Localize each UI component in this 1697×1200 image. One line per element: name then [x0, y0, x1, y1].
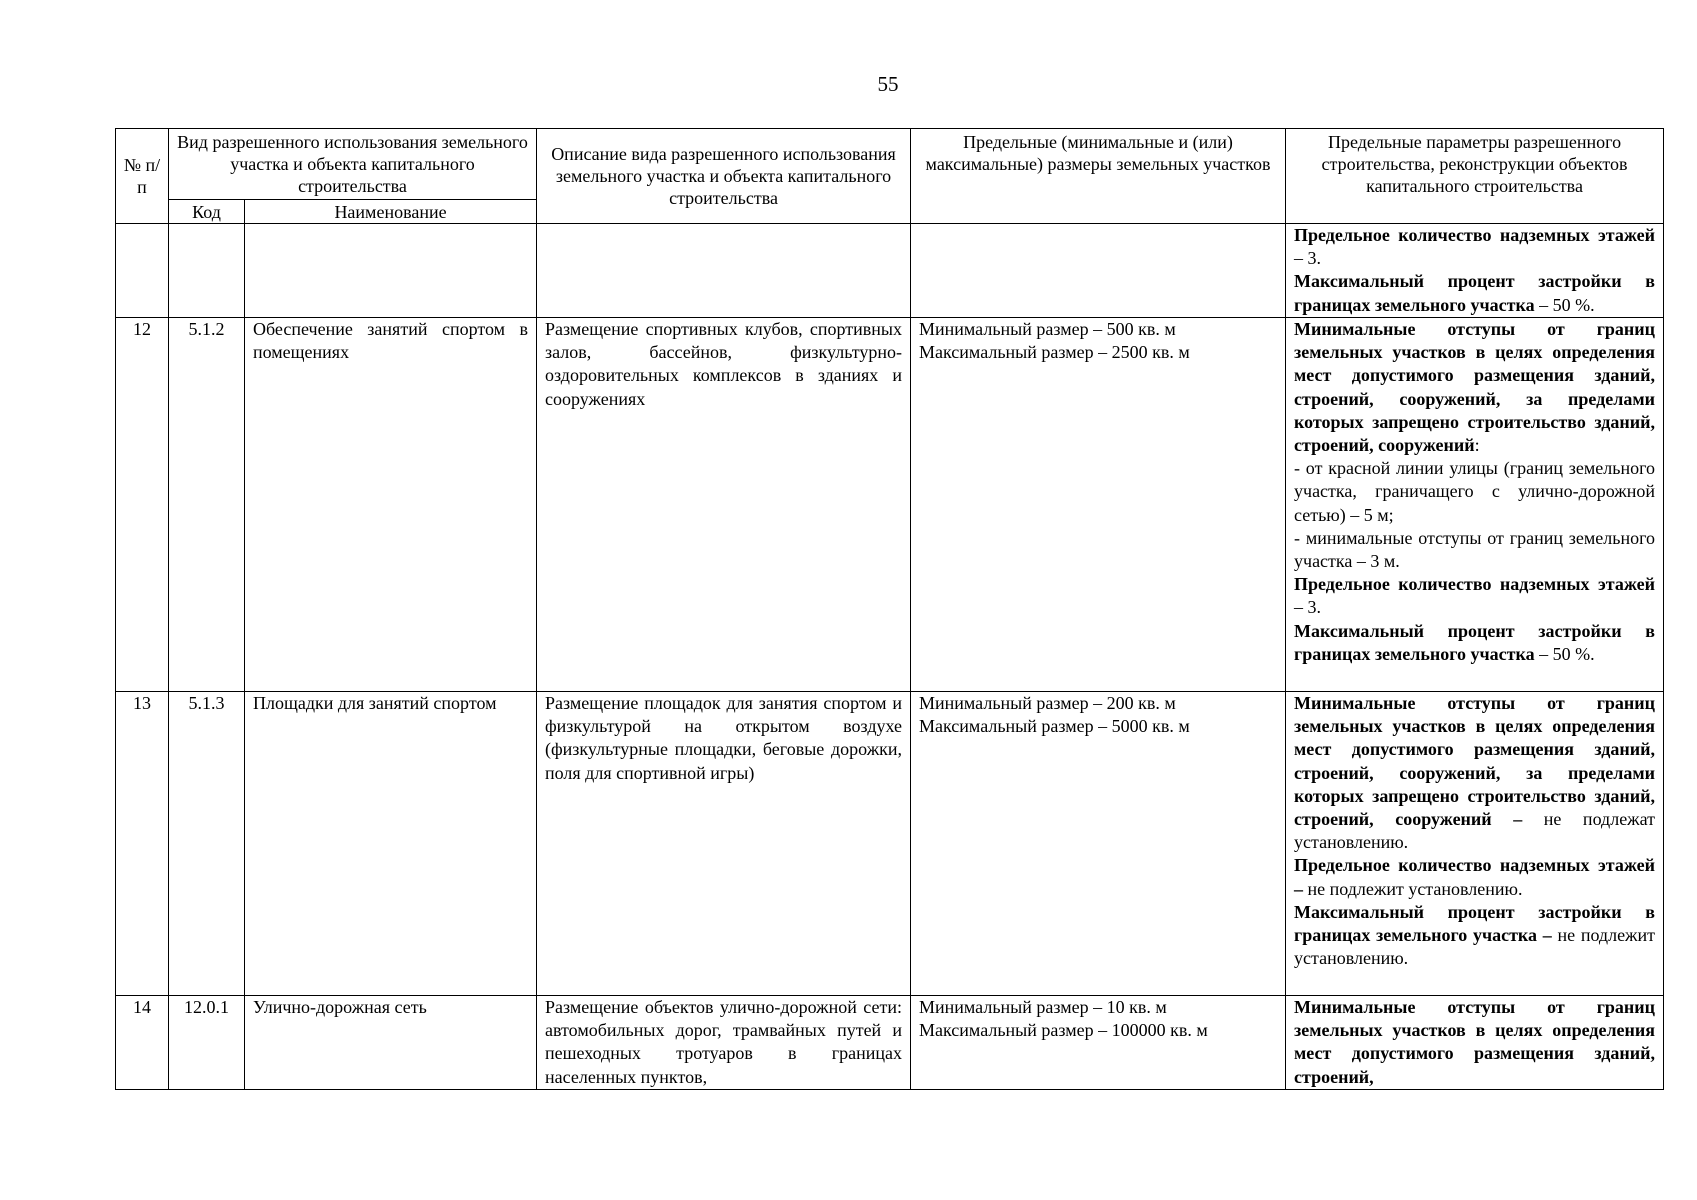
- row-params: [1286, 692, 1664, 996]
- table-body: [116, 224, 1664, 1090]
- row-num: [116, 224, 169, 318]
- param-bold: Минимальные отступы от границ земельных участков в целях определения мест допустимого размещения зданий, строений, сооружений, за пределами которых запрещено строительство зданий, строений, сооружений –: [1294, 693, 1656, 830]
- row-code: 12.0.1: [169, 996, 245, 1090]
- row-params: [1286, 224, 1664, 318]
- param-text: не подлежит установлению.: [1303, 878, 1523, 899]
- header-params: Предельные параметры разрешенного строительства, реконструкции объектов капитального строительства: [1286, 129, 1664, 224]
- param-text: не подлежат установлению.: [1294, 809, 1656, 853]
- param-bold: Предельное количество надземных этажей: [1294, 574, 1656, 595]
- param-paragraph: [1294, 901, 1655, 971]
- header-name: Наименование: [245, 200, 537, 224]
- row-name: [245, 224, 537, 318]
- row-params: [1286, 996, 1664, 1090]
- row-num: 12: [116, 318, 169, 692]
- row-params: [1286, 318, 1664, 692]
- param-bold: Минимальные отступы от границ земельных участков в целях определения мест допустимого размещения зданий, строений,: [1294, 997, 1656, 1087]
- row-description: [537, 224, 911, 318]
- param-bold: Предельное количество надземных этажей: [1294, 225, 1656, 245]
- row-name: Обеспечение занятий спортом в помещениях: [245, 318, 537, 692]
- row-name: Площадки для занятий спортом: [245, 692, 537, 996]
- size-line: Максимальный размер – 100000 кв. м: [919, 1020, 1208, 1041]
- param-paragraph: [1294, 270, 1655, 316]
- param-paragraph: [1294, 573, 1655, 619]
- table-row: [116, 692, 1664, 996]
- param-paragraph: [1294, 620, 1655, 666]
- param-paragraph: [1294, 692, 1655, 854]
- row-sizes: [911, 996, 1286, 1090]
- row-code: 5.1.2: [169, 318, 245, 692]
- row-sizes: [911, 224, 1286, 318]
- size-line: Минимальный размер – 500 кв. м: [919, 319, 1176, 339]
- row-description: Размещение площадок для занятия спортом и физкультурой на открытом воздухе (физкультурные площадки, беговые дорожки, поля для спортивной игры): [537, 692, 911, 996]
- param-paragraph: [1294, 318, 1655, 457]
- param-text: – 3.: [1294, 248, 1322, 269]
- size-line: Минимальный размер – 10 кв. м: [919, 997, 1167, 1017]
- param-text: - минимальные отступы от границ земельного участка – 3 м.: [1294, 527, 1656, 572]
- table-row: [116, 996, 1664, 1090]
- header-num: № п/п: [116, 129, 169, 224]
- page-number: 55: [877, 72, 899, 96]
- param-bold: Предельное количество надземных этажей –: [1294, 855, 1656, 899]
- size-line: Максимальный размер – 2500 кв. м: [919, 342, 1190, 363]
- param-text: :: [1474, 435, 1480, 456]
- param-text: - от красной линии улицы (границ земельного участка, граничащего с улично-дорожной сетью) – 5 м;: [1294, 458, 1656, 525]
- table-row: [116, 318, 1664, 692]
- param-text: не подлежит установлению.: [1294, 925, 1655, 969]
- regulations-table: [115, 128, 1664, 1090]
- param-bold: Минимальные отступы от границ земельных участков в целях определения мест допустимого размещения зданий, строений, сооружений, за пределами которых запрещено строительство зданий, строений, сооружений: [1294, 319, 1656, 456]
- param-text: – 50 %.: [1534, 643, 1595, 664]
- row-sizes: [911, 692, 1286, 996]
- param-text: – 50 %.: [1534, 294, 1595, 315]
- table-row: [116, 224, 1664, 318]
- header-kind-group: Вид разрешенного использования земельного участка и объекта капитального строительства: [169, 129, 537, 200]
- size-line: Максимальный размер – 5000 кв. м: [919, 716, 1190, 737]
- row-description: Размещение спортивных клубов, спортивных залов, бассейнов, физкультурно-оздоровительных комплексов в зданиях и сооружениях: [537, 318, 911, 692]
- row-num: 14: [116, 996, 169, 1090]
- param-text: – 3.: [1294, 597, 1322, 618]
- header-description: Описание вида разрешенного использования земельного участка и объекта капитального строительства: [537, 129, 911, 224]
- header-code: Код: [169, 200, 245, 224]
- param-paragraph: [1294, 457, 1655, 527]
- row-name: Улично-дорожная сеть: [245, 996, 537, 1090]
- param-paragraph: [1294, 854, 1655, 900]
- row-code: 5.1.3: [169, 692, 245, 996]
- row-code: [169, 224, 245, 318]
- param-paragraph: [1294, 224, 1655, 270]
- param-bold: Максимальный процент застройки в границах земельного участка: [1294, 620, 1656, 664]
- param-bold: Максимальный процент застройки в границах земельного участка –: [1294, 901, 1656, 946]
- row-description: Размещение объектов улично-дорожной сети: автомобильных дорог, трамвайных путей и пешеходных тротуаров в границах населенных пунктов,: [537, 996, 911, 1090]
- header-sizes: Предельные (минимальные и (или) максимальные) размеры земельных участков: [911, 129, 1286, 224]
- row-sizes: [911, 318, 1286, 692]
- param-paragraph: [1294, 996, 1655, 1089]
- param-bold: Максимальный процент застройки в границах земельного участка: [1294, 271, 1656, 315]
- size-line: Минимальный размер – 200 кв. м: [919, 693, 1176, 713]
- row-num: 13: [116, 692, 169, 996]
- param-paragraph: [1294, 527, 1655, 573]
